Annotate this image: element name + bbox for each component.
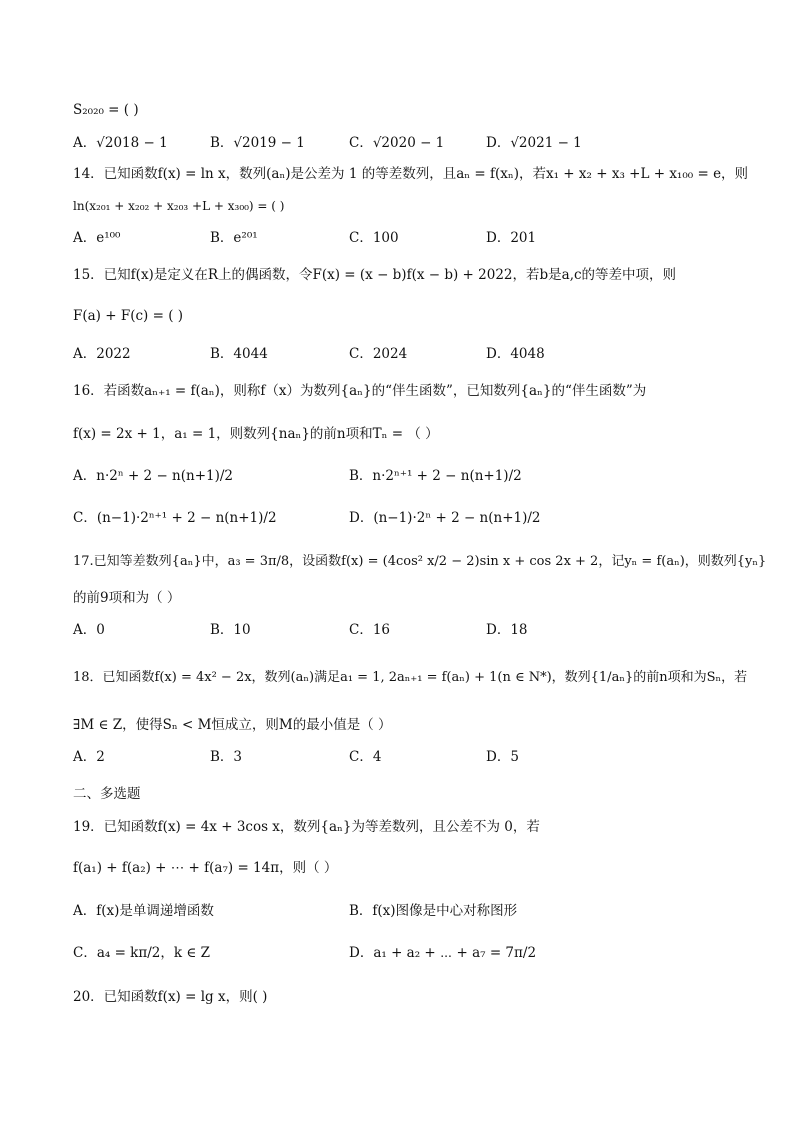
q13-option-b: B．√2019 − 1 — [210, 135, 305, 151]
q18-stem-line2: ∃M ∈ Z，使得Sₙ < M恒成立，则M的最小值是（ ） — [73, 717, 392, 733]
q19-stem-line2: f(a₁) + f(a₂) + ⋯ + f(a₇) = 14π，则（ ） — [73, 860, 338, 876]
q16-stem-line1: 16．若函数aₙ₊₁ = f(aₙ)，则称f（x）为数列{aₙ}的“伴生函数”，已知数列{aₙ}的“伴生函数”为 — [73, 383, 647, 399]
q18-option-b: B．3 — [210, 749, 243, 765]
q17-option-d: D．18 — [486, 622, 528, 638]
q16-option-c: C．(n−1)·2ⁿ⁺¹ + 2 − n(n+1)/2 — [73, 510, 277, 526]
section-heading-multi-choice: 二、多选题 — [73, 786, 141, 802]
q19-option-c: C．a₄ = kπ/2，k ∈ Z — [73, 945, 211, 961]
q13-option-a: A．√2018 − 1 — [73, 135, 168, 151]
q14-option-c: C．100 — [349, 230, 399, 246]
q19-option-a: A．f(x)是单调递增函数 — [73, 903, 214, 919]
q13-tail: S₂₀₂₀ = ( ) — [73, 102, 139, 118]
q15-stem-line2: F(a) + F(c) = ( ) — [73, 308, 184, 324]
q18-stem-line1: 18．已知函数f(x) = 4x² − 2x，数列(aₙ)满足a₁ = 1, 2aₙ₊₁ = f(aₙ) + 1(n ∈ N*)，数列{1/aₙ}的前n项和为Sₙ，若 — [73, 670, 748, 685]
q20-stem-line1: 20．已知函数f(x) = lg x，则( ) — [73, 989, 268, 1005]
q19-option-b: B．f(x)图像是中心对称图形 — [349, 903, 518, 919]
q15-option-a: A．2022 — [73, 346, 131, 362]
q13-option-c: C．√2020 − 1 — [349, 135, 445, 151]
q18-option-a: A．2 — [73, 749, 105, 765]
q14-option-b: B．e²⁰¹ — [210, 230, 258, 246]
q17-stem-line1: 17.已知等差数列{aₙ}中，a₃ = 3π/8，设函数f(x) = (4cos² x/2 − 2)sin x + cos 2x + 2，记yₙ = f(aₙ)，则数列{yₙ} — [73, 554, 767, 569]
q15-option-c: C．2024 — [349, 346, 408, 362]
q14-option-d: D．201 — [486, 230, 537, 246]
q19-option-d: D．a₁ + a₂ + ⋯ + a₇ = 7π/2 — [349, 945, 537, 961]
q14-stem-line1: 14．已知函数f(x) = ln x，数列(aₙ)是公差为 1 的等差数列，且aₙ = f(xₙ)，若x₁ + x₂ + x₃ +L + x₁₀₀ = e，则 — [73, 166, 749, 182]
q18-option-d: D．5 — [486, 749, 519, 765]
q19-stem-line1: 19．已知函数f(x) = 4x + 3cos x，数列{aₙ}为等差数列，且公差不为 0，若 — [73, 819, 540, 835]
q14-stem-line2: ln(x₂₀₁ + x₂₀₂ + x₂₀₃ +L + x₃₀₀) = ( ) — [73, 199, 285, 213]
q15-stem-line1: 15．已知f(x)是定义在R上的偶函数，令F(x) = (x − b)f(x − b) + 2022，若b是a,c的等差中项，则 — [73, 267, 677, 283]
q17-option-a: A．0 — [73, 622, 105, 638]
q17-stem-line2: 的前9项和为（ ） — [73, 590, 181, 606]
q15-option-d: D．4048 — [486, 346, 545, 362]
q15-option-b: B．4044 — [210, 346, 268, 362]
q14-option-a: A．e¹⁰⁰ — [73, 230, 121, 246]
q17-option-c: C．16 — [349, 622, 391, 638]
q17-option-b: B．10 — [210, 622, 251, 638]
q16-stem-line2: f(x) = 2x + 1，a₁ = 1，则数列{naₙ}的前n项和Tₙ = （ ） — [73, 426, 439, 442]
q16-option-a: A．n·2ⁿ + 2 − n(n+1)/2 — [73, 468, 234, 484]
q16-option-d: D．(n−1)·2ⁿ + 2 − n(n+1)/2 — [349, 510, 541, 526]
q18-option-c: C．4 — [349, 749, 382, 765]
q13-option-d: D．√2021 − 1 — [486, 135, 582, 151]
q16-option-b: B．n·2ⁿ⁺¹ + 2 − n(n+1)/2 — [349, 468, 522, 484]
